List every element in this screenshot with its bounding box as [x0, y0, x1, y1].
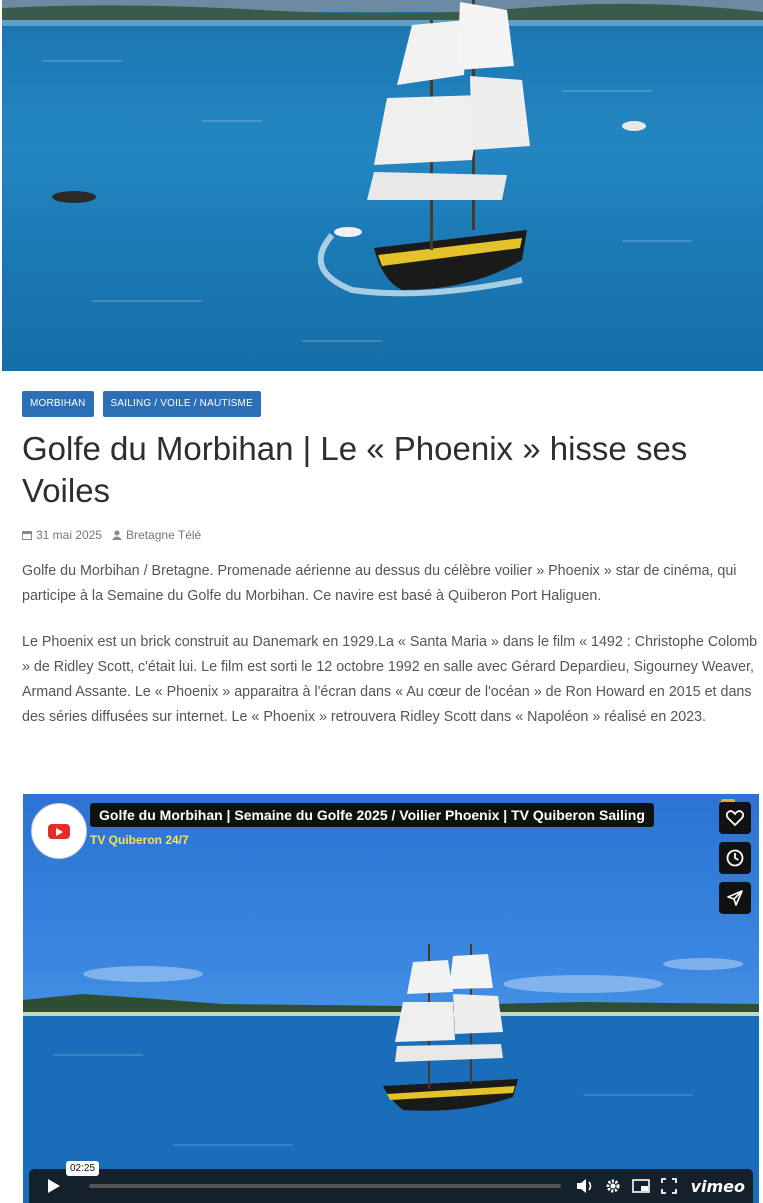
- fullscreen-button[interactable]: [655, 1169, 683, 1203]
- progress-bar[interactable]: [89, 1184, 561, 1188]
- article-date[interactable]: [22, 528, 102, 542]
- video-player[interactable]: [23, 794, 759, 1203]
- category-sailing[interactable]: SAILING / VOILE / NAUTISME: [103, 391, 261, 417]
- share-button[interactable]: [719, 882, 751, 914]
- video-duration: 02:25: [66, 1161, 99, 1176]
- user-icon: [112, 530, 122, 540]
- video-channel[interactable]: TV Quiberon 24/7: [90, 833, 189, 847]
- pip-icon: [632, 1179, 650, 1193]
- article-meta: [22, 528, 201, 542]
- channel-avatar[interactable]: [31, 803, 87, 859]
- clock-icon: [726, 849, 744, 867]
- pip-button[interactable]: [627, 1169, 655, 1203]
- article-author-text: Bretagne Télé: [126, 528, 202, 542]
- youtube-logo-icon: [48, 824, 70, 839]
- gear-icon: [605, 1178, 621, 1194]
- volume-button[interactable]: [571, 1169, 599, 1203]
- video-controls: [29, 1169, 753, 1203]
- article-date-text: 31 mai 2025: [36, 528, 103, 542]
- heart-icon: [726, 810, 744, 826]
- article-paragraph-2: Le Phoenix est un brick construit au Danemark en 1929.La « Santa Maria » dans le film « 1492 : Christophe Colomb » de Ridley Scott, c'était lui. Le film est sorti le 12 octobre 1992 en salle avec Gérard Depardieu, Sigourney Weaver, Armand Assante. Le « Phoenix » apparaitra à l'écran dans « Au cœur de l'océan » de Ron Howard en 2015 et dans des séries diffusées sur internet. Le « Phoenix » retrouvera Ridley Scott dans « Napoléon » réalisé en 2023.: [22, 634, 758, 725]
- hero-image: [2, 0, 763, 371]
- volume-icon: [576, 1178, 594, 1194]
- article-title: Golfe du Morbihan | Le « Phoenix » hisse ses Voiles: [22, 430, 688, 509]
- video-thumbnail: [23, 794, 759, 1203]
- fullscreen-icon: [661, 1178, 677, 1194]
- calendar-icon: [22, 530, 32, 540]
- settings-button[interactable]: [599, 1169, 627, 1203]
- category-morbihan[interactable]: MORBIHAN: [22, 391, 94, 417]
- category-tags: [22, 391, 261, 417]
- vimeo-logo[interactable]: vimeo: [690, 1176, 745, 1196]
- article-author[interactable]: [112, 528, 201, 542]
- article-paragraph-1: Golfe du Morbihan / Bretagne. Promenade aérienne au dessus du célèbre voilier » Phoenix » star de cinéma, qui participe à la Semaine du Golfe du Morbihan. Ce navire est basé à Quiberon Port Haliguen.: [22, 563, 737, 604]
- like-button[interactable]: [719, 802, 751, 834]
- play-icon: [47, 1178, 61, 1194]
- video-title[interactable]: Golfe du Morbihan | Semaine du Golfe 2025 / Voilier Phoenix | TV Quiberon Sailing: [90, 803, 654, 827]
- send-icon: [726, 889, 744, 907]
- watch-later-button[interactable]: [719, 842, 751, 874]
